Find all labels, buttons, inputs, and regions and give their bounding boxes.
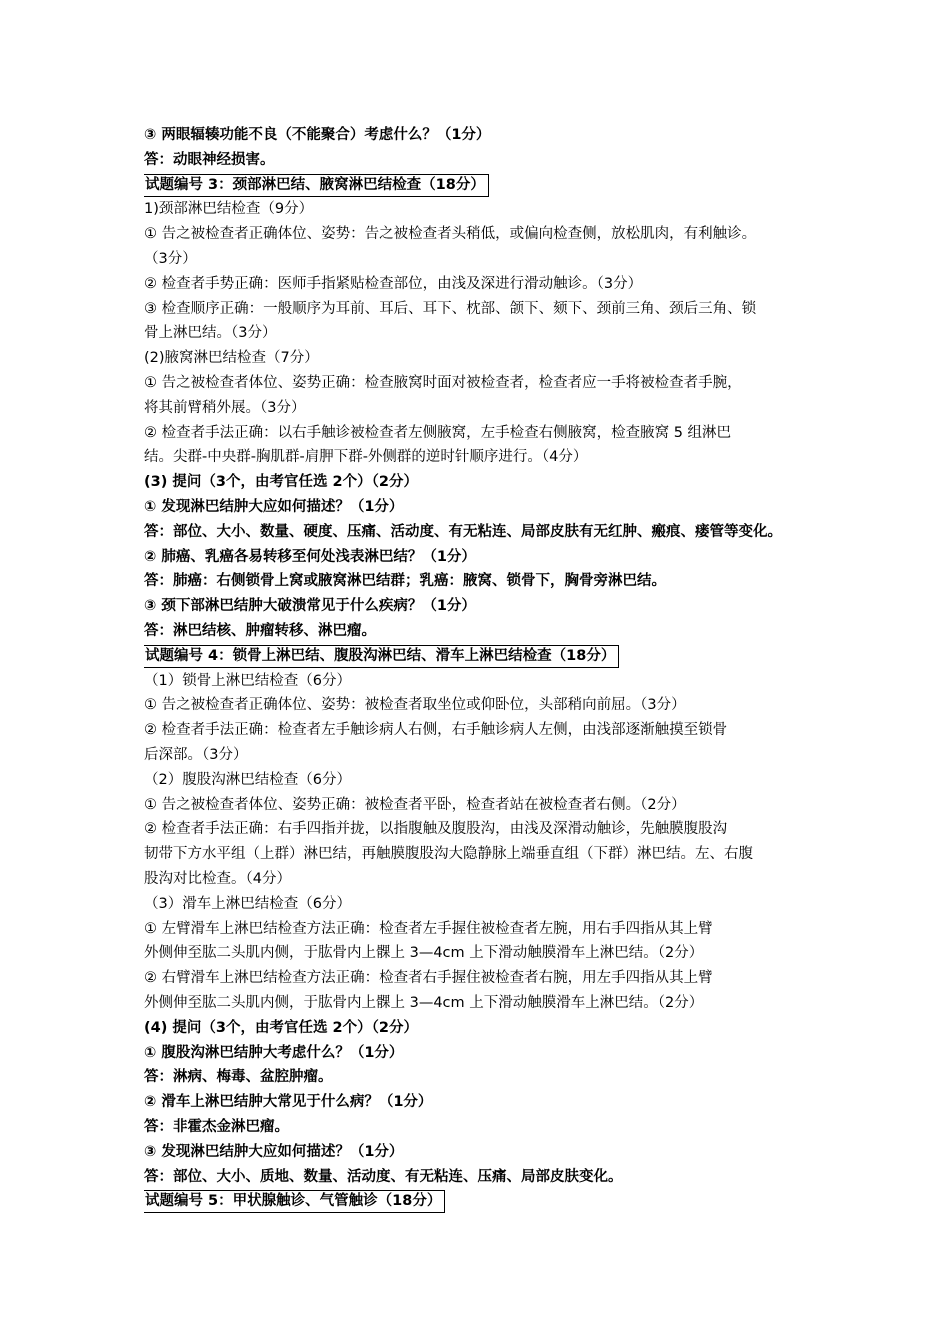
text-line — [144, 1065, 824, 1090]
line-text: （3分） — [144, 251, 197, 267]
text-line — [144, 421, 824, 446]
text-line — [144, 693, 824, 718]
text-line — [144, 594, 824, 619]
line-text: ② 右臂滑车上淋巴结检查方法正确：检查者右手握住被检查者右腕，用左手四指从其上臂 — [144, 970, 713, 986]
line-text: 答：淋病、梅毒、盆腔肿瘤。 — [144, 1069, 333, 1085]
text-line — [144, 123, 824, 148]
line-text: 1)颈部淋巴结检查（9分） — [144, 201, 314, 217]
line-text: ① 告之被检查者正确体位、姿势：告之被检查者头稍低，或偏向检查侧，放松肌肉，有利触诊。 — [144, 226, 757, 242]
text-line — [144, 396, 824, 421]
text-line — [144, 718, 824, 743]
line-text: ③ 检查顺序正确：一般顺序为耳前、耳后、耳下、枕部、颌下、颏下、颈前三角、颈后三角、锁 — [144, 301, 757, 317]
text-line — [144, 470, 824, 495]
text-line — [144, 917, 824, 942]
text-line — [144, 346, 824, 371]
text-line — [144, 842, 824, 867]
text-line — [144, 817, 824, 842]
line-text: ③ 两眼辐辏功能不良（不能聚合）考虑什么？（1分） — [144, 127, 491, 143]
text-line — [144, 569, 824, 594]
section-heading: 试题编号 3：颈部淋巴结、腋窝淋巴结检查（18分） — [144, 174, 489, 197]
line-text: 结。尖群-中央群-胸肌群-肩胛下群-外侧群的逆时针顺序进行。（4分） — [144, 449, 588, 465]
text-line — [144, 321, 824, 346]
text-line — [144, 371, 824, 396]
text-line — [144, 545, 824, 570]
line-text: 答：淋巴结核、肿瘤转移、淋巴瘤。 — [144, 623, 376, 639]
line-text: 外侧伸至肱二头肌内侧，于肱骨内上髁上 3—4cm 上下滑动触膜滑车上淋巴结。（2分） — [144, 995, 704, 1011]
text-line — [144, 768, 824, 793]
line-text: ③ 颈下部淋巴结肿大破溃常见于什么疾病？（1分） — [144, 598, 476, 614]
line-text: 将其前臂稍外展。（3分） — [144, 400, 306, 416]
line-text: 股沟对比检查。（4分） — [144, 871, 291, 887]
text-line — [144, 743, 824, 768]
text-line — [144, 445, 824, 470]
line-text: ② 检查者手法正确：检查者左手触诊病人右侧，右手触诊病人左侧，由浅部逐渐触摸至锁骨 — [144, 722, 728, 738]
text-line — [144, 1115, 824, 1140]
section-heading-line — [144, 173, 824, 198]
text-line — [144, 520, 824, 545]
line-text: (4) 提问（3个，由考官任选 2个）（2分） — [144, 1020, 418, 1036]
text-line — [144, 297, 824, 322]
section-heading-line — [144, 644, 824, 669]
line-text: 答：动眼神经损害。 — [144, 152, 275, 168]
text-line — [144, 495, 824, 520]
line-text: ③ 发现淋巴结肿大应如何描述？（1分） — [144, 1144, 404, 1160]
line-text: ① 腹股沟淋巴结肿大考虑什么？（1分） — [144, 1045, 404, 1061]
line-text: ② 检查者手法正确：右手四指并拢，以指腹触及腹股沟，由浅及深滑动触诊，先触膜腹股沟 — [144, 821, 728, 837]
line-text: ① 左臂滑车上淋巴结检查方法正确：检查者左手握住被检查者左腕，用右手四指从其上臂 — [144, 921, 713, 937]
text-line — [144, 272, 824, 297]
text-line — [144, 247, 824, 272]
line-text: ② 滑车上淋巴结肿大常见于什么病？（1分） — [144, 1094, 433, 1110]
line-text: （1）锁骨上淋巴结检查（6分） — [144, 673, 351, 689]
line-text: 答：部位、大小、质地、数量、活动度、有无粘连、压痛、局部皮肤变化。 — [144, 1169, 623, 1185]
text-line — [144, 148, 824, 173]
line-text: 韧带下方水平组（上群）淋巴结，再触膜腹股沟大隐静脉上端垂直组（下群）淋巴结。左、右腹 — [144, 846, 753, 862]
line-text: ② 检查者手法正确：以右手触诊被检查者左侧腋窝，左手检查右侧腋窝，检查腋窝 5 组淋巴 — [144, 425, 732, 441]
text-line — [144, 197, 824, 222]
line-text: 答：部位、大小、数量、硬度、压痛、活动度、有无粘连、局部皮肤有无红肿、瘢痕、瘘管等变化。 — [144, 524, 782, 540]
line-text: ① 发现淋巴结肿大应如何描述？（1分） — [144, 499, 404, 515]
line-text: 答：非霍杰金淋巴瘤。 — [144, 1119, 289, 1135]
text-line — [144, 793, 824, 818]
section-heading: 试题编号 5：甲状腺触诊、气管触诊（18分） — [144, 1190, 445, 1213]
line-text: ① 告之被检查者体位、姿势正确：检查腋窝时面对被检查者，检查者应一手将被检查者手腕， — [144, 375, 742, 391]
line-text: （3）滑车上淋巴结检查（6分） — [144, 896, 351, 912]
text-line — [144, 222, 824, 247]
text-line — [144, 1165, 824, 1190]
text-line — [144, 1140, 824, 1165]
line-text: 答：肺癌：右侧锁骨上窝或腋窝淋巴结群；乳癌：腋窝、锁骨下，胸骨旁淋巴结。 — [144, 573, 666, 589]
line-text: ① 告之被检查者体位、姿势正确：被检查者平卧，检查者站在被检查者右侧。（2分） — [144, 797, 686, 813]
line-text: （2）腹股沟淋巴结检查（6分） — [144, 772, 351, 788]
line-text: 骨上淋巴结。（3分） — [144, 325, 277, 341]
line-text: (3) 提问（3个，由考官任选 2个）（2分） — [144, 474, 418, 490]
line-text: ② 检查者手势正确：医师手指紧贴检查部位，由浅及深进行滑动触诊。（3分） — [144, 276, 643, 292]
text-line — [144, 669, 824, 694]
text-line — [144, 867, 824, 892]
text-line — [144, 941, 824, 966]
line-text: (2)腋窝淋巴结检查（7分） — [144, 350, 319, 366]
text-line — [144, 619, 824, 644]
text-line — [144, 966, 824, 991]
text-line — [144, 1016, 824, 1041]
section-heading: 试题编号 4：锁骨上淋巴结、腹股沟淋巴结、滑车上淋巴结检查（18分） — [144, 645, 619, 668]
section-heading-line — [144, 1189, 824, 1214]
line-text: 外侧伸至肱二头肌内侧，于肱骨内上髁上 3—4cm 上下滑动触膜滑车上淋巴结。（2分） — [144, 945, 704, 961]
line-text: ② 肺癌、乳癌各易转移至何处浅表淋巴结？（1分） — [144, 549, 476, 565]
line-text: 后深部。（3分） — [144, 747, 248, 763]
text-line — [144, 1041, 824, 1066]
text-line — [144, 1090, 824, 1115]
line-text: ① 告之被检查者正确体位、姿势：被检查者取坐位或仰卧位，头部稍向前屈。（3分） — [144, 697, 686, 713]
text-line — [144, 991, 824, 1016]
text-line — [144, 892, 824, 917]
